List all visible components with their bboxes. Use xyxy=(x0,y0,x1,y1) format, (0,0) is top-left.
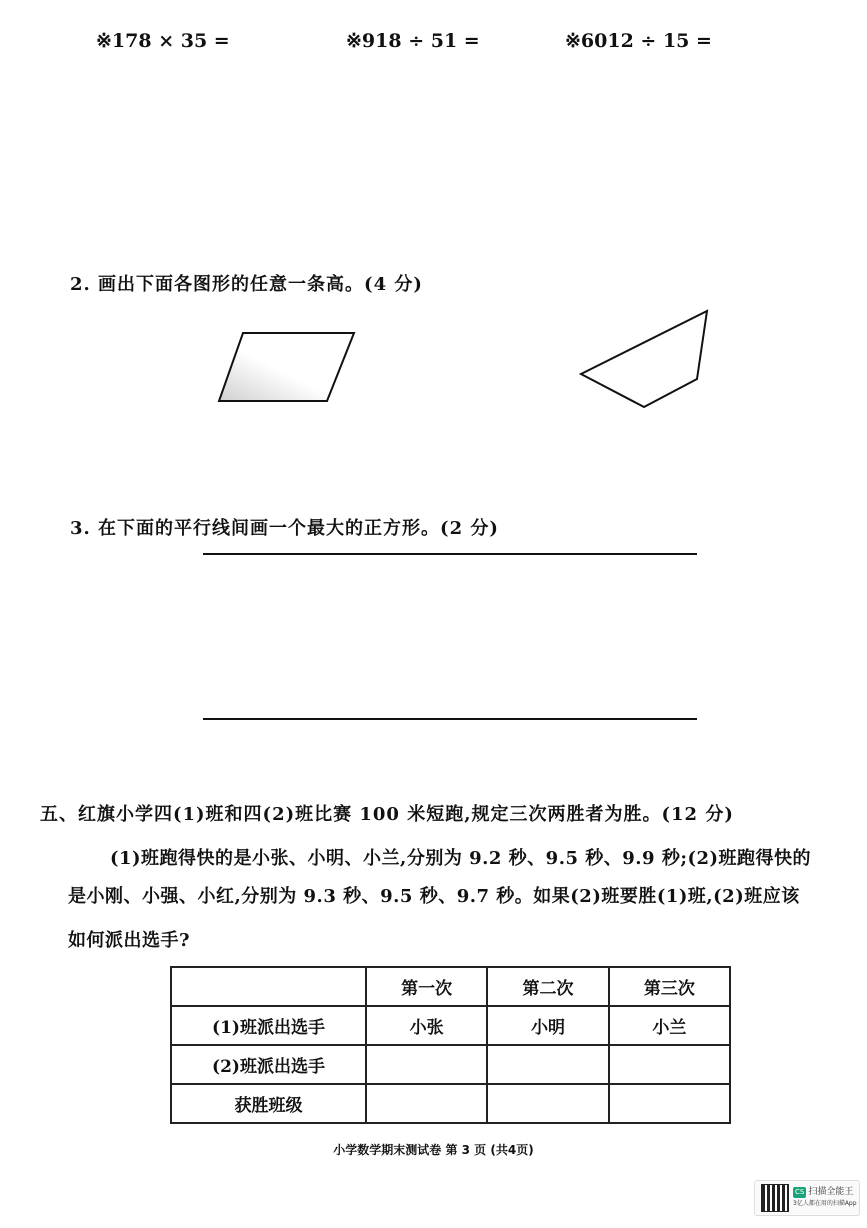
answer-cell[interactable] xyxy=(366,1045,487,1084)
header-first: 第一次 xyxy=(366,967,487,1006)
header-third: 第三次 xyxy=(609,967,730,1006)
watermark-subtitle: 3亿人都在用的扫描App xyxy=(793,1200,857,1207)
question-3-title: 3. 在下面的平行线间画一个最大的正方形。(2 分) xyxy=(70,518,499,539)
table-cell: 小兰 xyxy=(609,1006,730,1045)
trapezoid-figure xyxy=(581,311,707,407)
answer-cell[interactable] xyxy=(609,1084,730,1123)
section-5-title: 五、红旗小学四(1)班和四(2)班比赛 100 米短跑,规定三次两胜者为胜。(12 分) xyxy=(40,804,734,825)
parallelogram-figure xyxy=(219,333,354,401)
question-2-title: 2. 画出下面各图形的任意一条高。(4 分) xyxy=(70,274,423,295)
row-label: (2)班派出选手 xyxy=(171,1045,366,1084)
table-corner-cell xyxy=(171,967,366,1006)
table-row xyxy=(171,1084,730,1123)
answer-cell[interactable] xyxy=(366,1084,487,1123)
cs-logo-icon: CS xyxy=(795,1188,805,1196)
calc-item-3: ※6012 ÷ 15 = xyxy=(565,30,712,52)
calc-item-2: ※918 ÷ 51 = xyxy=(346,30,480,52)
section-5-line-2: 是小刚、小强、小红,分别为 9.3 秒、9.5 秒、9.7 秒。如果(2)班要胜(1)班,(2)班应该 xyxy=(68,886,800,907)
row-label: 获胜班级 xyxy=(171,1084,366,1123)
table-row xyxy=(171,1045,730,1084)
page-footer: 小学数学期末测试卷 第 3 页 (共4页) xyxy=(333,1143,534,1157)
section-5-line-1: (1)班跑得快的是小张、小明、小兰,分别为 9.2 秒、9.5 秒、9.9 秒;(2)班跑得快的 xyxy=(110,848,812,869)
watermark-name: 扫描全能王 xyxy=(808,1187,854,1197)
parallel-line-bottom xyxy=(203,718,697,720)
parallel-line-top xyxy=(203,553,697,555)
table-header-row xyxy=(171,967,730,1006)
row-label: (1)班派出选手 xyxy=(171,1006,366,1045)
scanner-watermark xyxy=(754,1180,860,1216)
answer-cell[interactable] xyxy=(609,1045,730,1084)
race-table xyxy=(170,966,731,1124)
table-cell: 小张 xyxy=(366,1006,487,1045)
calc-item-1: ※178 × 35 = xyxy=(96,30,230,52)
table-cell: 小明 xyxy=(487,1006,608,1045)
header-second: 第二次 xyxy=(487,967,608,1006)
table-row xyxy=(171,1006,730,1045)
answer-cell[interactable] xyxy=(487,1084,608,1123)
answer-cell[interactable] xyxy=(487,1045,608,1084)
qr-code-icon xyxy=(761,1184,789,1212)
section-5-line-3: 如何派出选手? xyxy=(68,930,191,951)
